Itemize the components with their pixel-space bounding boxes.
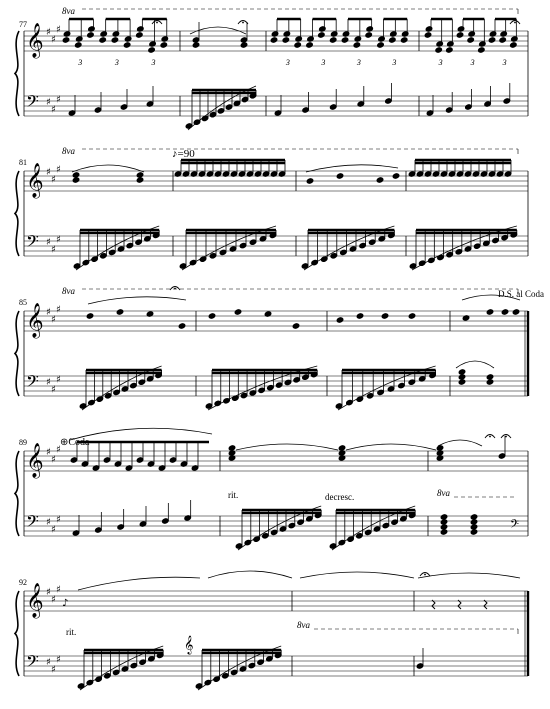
notehead — [123, 42, 131, 49]
treble-clef-icon: 𝄞 — [26, 23, 44, 58]
rit-marking-2: rit. — [66, 627, 77, 637]
fermata-dot — [505, 436, 507, 438]
system-brace — [15, 591, 19, 676]
notehead — [318, 32, 326, 39]
notehead — [356, 313, 364, 320]
key-signature-sharp-icon: ♯ — [51, 104, 56, 116]
notehead — [270, 37, 278, 44]
notehead — [478, 47, 486, 54]
slur — [300, 572, 414, 578]
treble-clef-icon: 𝄞 — [26, 303, 44, 338]
measure-number-85: 85 — [19, 298, 27, 307]
notehead — [136, 32, 144, 39]
key-signature-sharp-icon: ♯ — [46, 167, 51, 178]
measure-number-89: 89 — [19, 438, 27, 447]
rest-icon — [484, 600, 487, 609]
triplet-number: 3 — [285, 58, 290, 67]
notehead — [486, 374, 494, 381]
notehead — [178, 323, 186, 330]
notehead — [408, 313, 416, 320]
notehead — [228, 445, 236, 452]
ds-al-coda-label: D.S. al Coda — [498, 289, 544, 299]
key-signature-sharp-icon: ♯ — [56, 24, 61, 36]
notehead — [499, 37, 507, 44]
notehead — [62, 37, 70, 44]
key-signature-sharp-icon: ♯ — [46, 237, 51, 248]
triplet-number: 3 — [151, 58, 156, 67]
system-1 — [15, 9, 528, 116]
notehead — [72, 172, 80, 179]
triplet-number: 3 — [321, 58, 326, 67]
slur — [190, 27, 246, 34]
key-signature-sharp-icon: ♯ — [51, 34, 56, 46]
bass-clef-icon: 𝄢 — [26, 651, 39, 675]
key-signature-sharp-icon: ♯ — [56, 514, 61, 526]
ottava-mark-row2: 8va — [62, 146, 75, 156]
notehead — [440, 514, 448, 521]
triplet-number: 3 — [470, 58, 475, 67]
notehead — [456, 32, 464, 39]
triplet-number: 3 — [502, 58, 507, 67]
notehead — [424, 32, 432, 39]
notehead — [292, 323, 300, 330]
key-signature-sharp-icon: ♯ — [46, 517, 51, 528]
coda-marking — [60, 437, 90, 448]
bass-clef-icon: 𝄢 — [26, 511, 39, 535]
system-brace — [15, 311, 19, 396]
key-signature-sharp-icon: ♯ — [46, 97, 51, 108]
measure-number-92: 92 — [19, 578, 27, 587]
slur — [346, 444, 436, 450]
notehead — [148, 47, 156, 54]
system-3 — [15, 289, 528, 396]
notehead — [377, 42, 385, 49]
key-signature-sharp-icon: ♯ — [51, 594, 56, 606]
notehead — [501, 309, 509, 316]
system-5 — [15, 591, 528, 676]
key-signature-sharp-icon: ♯ — [51, 524, 56, 536]
measure-number-77: 77 — [19, 20, 27, 29]
notehead — [392, 173, 400, 180]
notehead — [376, 177, 384, 184]
notehead — [74, 42, 82, 49]
slur — [208, 571, 292, 578]
notehead — [208, 313, 216, 320]
treble-clef-icon: 𝄞 — [26, 583, 44, 618]
coda-label: Coda — [68, 437, 90, 448]
fermata-dot — [489, 436, 491, 438]
notehead — [282, 37, 290, 44]
bass-clef-change-icon: 𝄢 — [510, 518, 520, 534]
slur — [438, 440, 482, 446]
notehead — [338, 445, 346, 452]
key-signature-sharp-icon: ♯ — [56, 304, 61, 316]
notehead — [381, 313, 389, 320]
key-signature-sharp-icon: ♯ — [51, 174, 56, 186]
notehead — [400, 37, 408, 44]
notehead — [486, 309, 494, 316]
notehead — [389, 37, 397, 44]
fermata-dot — [242, 22, 244, 24]
slur — [70, 428, 212, 440]
slur — [418, 573, 520, 578]
notehead — [458, 369, 466, 376]
notehead — [488, 37, 496, 44]
ottava-mark-row3: 8va — [62, 286, 75, 296]
tempo-value: =90 — [177, 148, 195, 160]
notehead — [306, 42, 314, 49]
decresc-marking: decresc. — [325, 492, 355, 502]
notehead — [329, 37, 337, 44]
notehead — [436, 445, 444, 452]
tempo-note-icon: ♪ — [172, 148, 178, 160]
notehead — [234, 309, 242, 316]
key-signature-sharp-icon: ♯ — [56, 164, 61, 176]
key-signature-sharp-icon: ♯ — [46, 447, 51, 458]
ottava-mark-row5-bass: 8va — [297, 620, 310, 630]
ottava-mark-row1: 8va — [62, 6, 75, 16]
triplet-number: 3 — [356, 58, 361, 67]
key-signature-sharp-icon: ♯ — [51, 664, 56, 676]
notehead — [446, 47, 454, 54]
triplet-number: 3 — [392, 58, 397, 67]
key-signature-sharp-icon: ♯ — [46, 27, 51, 38]
notehead — [512, 309, 520, 316]
tempo-marking — [172, 148, 195, 160]
fermata-dot — [156, 22, 158, 24]
notehead — [86, 313, 94, 320]
fermata-dot — [174, 288, 176, 290]
notes-layer — [62, 19, 520, 690]
key-signature-sharp-icon: ♯ — [51, 454, 56, 466]
notehead — [306, 178, 314, 185]
rest-icon — [432, 600, 435, 609]
key-signature-sharp-icon: ♯ — [56, 374, 61, 386]
notehead — [87, 32, 95, 39]
fermata-dot — [424, 574, 426, 576]
rest-icon — [458, 600, 461, 609]
notehead — [136, 172, 144, 179]
notehead — [341, 37, 349, 44]
notehead — [353, 42, 361, 49]
notehead — [435, 47, 443, 54]
key-signature-sharp-icon: ♯ — [51, 244, 56, 256]
key-signature-sharp-icon: ♯ — [46, 587, 51, 598]
notehead — [470, 514, 478, 521]
treble-clef-icon: 𝄞 — [26, 443, 44, 478]
triplet-number: 3 — [114, 58, 119, 67]
ottava-mark-row4-bass: 8va — [437, 488, 450, 498]
notehead — [99, 37, 107, 44]
key-signature-sharp-icon: ♯ — [46, 307, 51, 318]
bass-clef-icon: 𝄢 — [26, 231, 39, 255]
slur — [236, 444, 338, 450]
system-brace — [15, 31, 19, 116]
key-signature-sharp-icon: ♯ — [56, 444, 61, 456]
key-signature-sharp-icon: ♯ — [56, 94, 61, 106]
system-brace — [15, 451, 19, 536]
notehead — [467, 37, 475, 44]
fermata-dot — [514, 22, 516, 24]
key-signature-sharp-icon: ♯ — [46, 657, 51, 668]
key-signature-sharp-icon: ♯ — [56, 234, 61, 246]
slur — [78, 577, 200, 590]
notehead — [294, 42, 302, 49]
key-signature-sharp-icon: ♯ — [56, 584, 61, 596]
key-signature-sharp-icon: ♯ — [51, 314, 56, 326]
notehead — [510, 42, 518, 49]
treble-clef-change-icon: 𝄞 — [184, 635, 194, 654]
treble-clef-icon: 𝄞 — [26, 163, 44, 198]
measure-number-81: 81 — [19, 158, 27, 167]
key-signature-sharp-icon: ♯ — [56, 654, 61, 666]
notehead — [365, 32, 373, 39]
bass-clef-icon: 𝄢 — [26, 91, 39, 115]
grace-note-icon: ♪ — [62, 598, 69, 609]
system-2 — [15, 149, 528, 256]
slur — [456, 361, 494, 368]
notehead — [116, 309, 124, 316]
coda-icon: ⊕ — [60, 437, 69, 448]
system-brace — [15, 171, 19, 256]
triplet-number: 3 — [438, 58, 443, 67]
rit-marking-1: rit. — [228, 490, 239, 500]
text-layer — [26, 23, 519, 676]
notehead — [111, 37, 119, 44]
notehead — [160, 42, 168, 49]
key-signature-sharp-icon: ♯ — [51, 384, 56, 396]
slur — [88, 297, 186, 304]
bass-clef-icon: 𝄢 — [26, 371, 39, 395]
key-signature-sharp-icon: ♯ — [46, 377, 51, 388]
notehead — [336, 173, 344, 180]
triplet-number: 3 — [78, 58, 83, 67]
notehead — [336, 317, 344, 324]
system-4 — [15, 451, 528, 536]
